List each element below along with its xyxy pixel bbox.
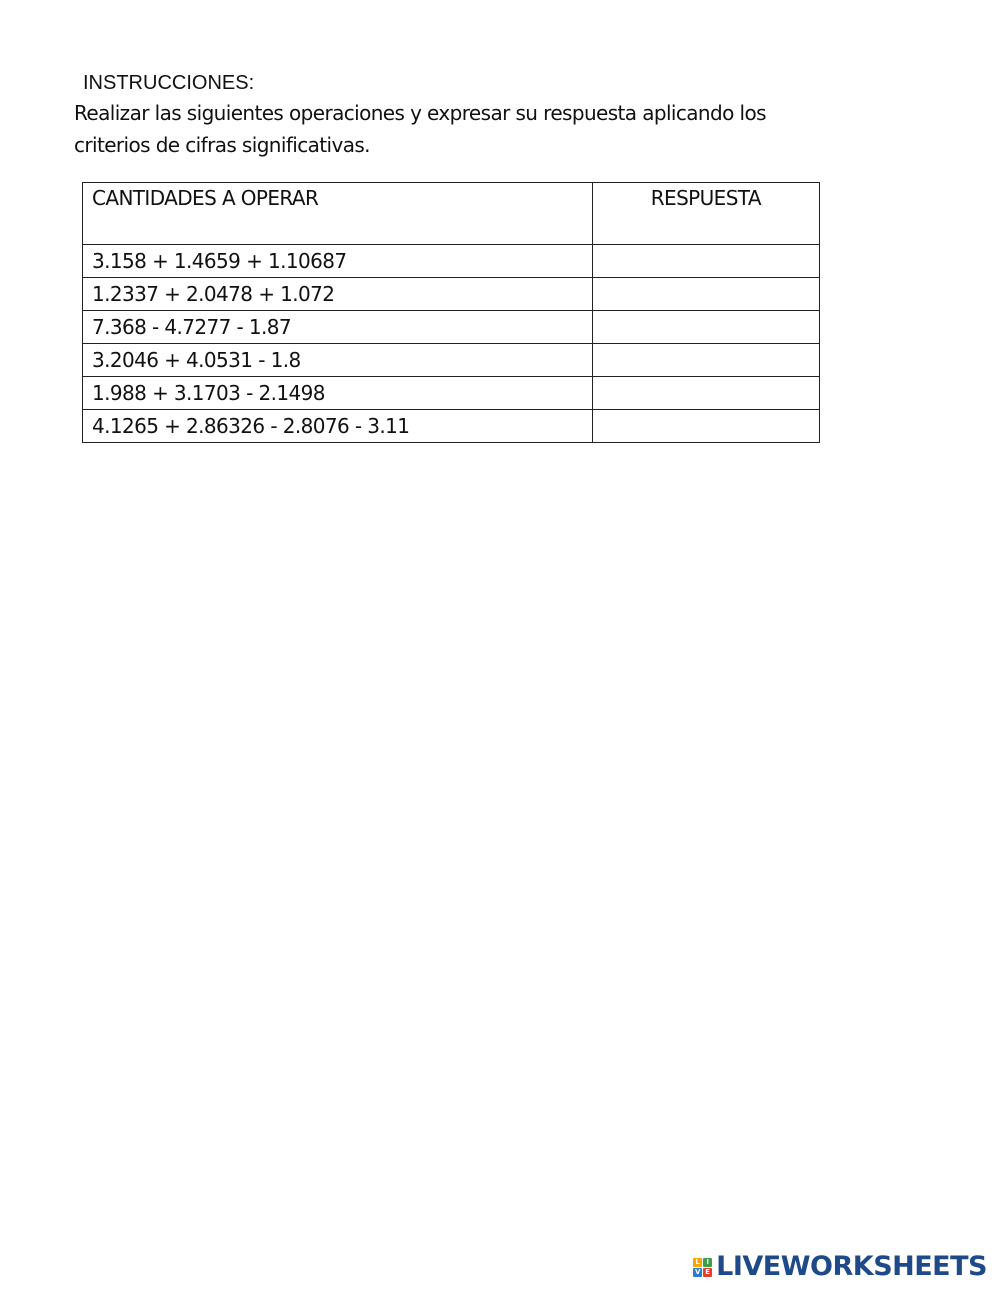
liveworksheets-logo (693, 1252, 987, 1282)
liveworksheets-logo-icon (693, 1258, 712, 1277)
header-cantidades: CANTIDADES A OPERAR (83, 183, 593, 245)
answer-cell[interactable] (592, 311, 819, 344)
operation-cell: 1.988 + 3.1703 - 2.1498 (83, 377, 593, 410)
answer-cell[interactable] (592, 245, 819, 278)
table-row (83, 377, 820, 410)
answer-cell[interactable] (592, 344, 819, 377)
answer-cell[interactable] (592, 377, 819, 410)
table-row (83, 344, 820, 377)
table-row (83, 278, 820, 311)
answer-cell[interactable] (592, 410, 819, 443)
logo-tile: V (694, 1267, 701, 1276)
operation-cell: 1.2337 + 2.0478 + 1.072 (83, 278, 593, 311)
operation-cell: 3.158 + 1.4659 + 1.10687 (83, 245, 593, 278)
table-row (83, 245, 820, 278)
table-header-row (83, 183, 820, 245)
operation-cell: 4.1265 + 2.86326 - 2.8076 - 3.11 (83, 410, 593, 443)
instructions-line-1: Realizar las siguientes operaciones y expresar su respuesta aplicando los (74, 101, 766, 125)
instructions-line-2: criterios de cifras significativas. (74, 133, 370, 157)
logo-tile: L (693, 1258, 702, 1267)
operation-cell: 3.2046 + 4.0531 - 1.8 (83, 344, 593, 377)
instructions-text (74, 97, 894, 161)
operations-table (82, 182, 820, 443)
instructions-heading: INSTRUCCIONES: (83, 72, 255, 94)
operation-cell: 7.368 - 4.7277 - 1.87 (83, 311, 593, 344)
liveworksheets-logo-text: LIVEWORKSHEETS (716, 1251, 987, 1282)
logo-tile: E (703, 1268, 712, 1277)
header-respuesta: RESPUESTA (592, 183, 819, 245)
table-row (83, 410, 820, 443)
answer-cell[interactable] (592, 278, 819, 311)
table-row (83, 311, 820, 344)
logo-tile: I (703, 1258, 712, 1267)
